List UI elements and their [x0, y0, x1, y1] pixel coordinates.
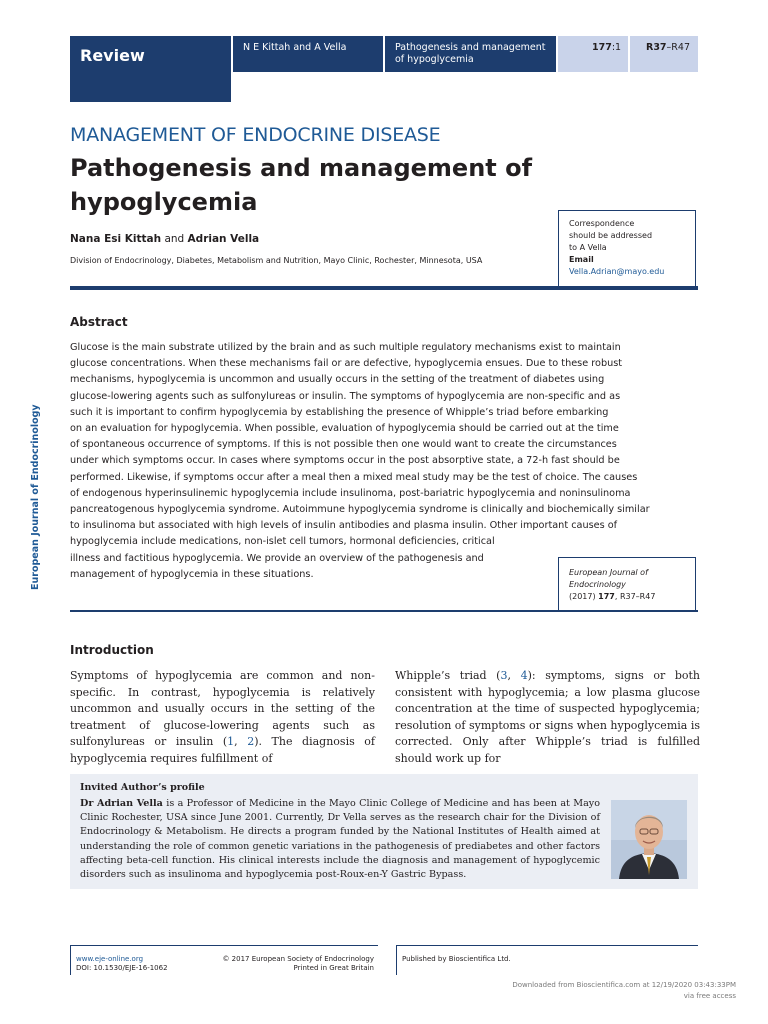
author-2: Adrian Vella: [187, 233, 260, 245]
introduction-heading: Introduction: [70, 643, 154, 657]
volume-number: 177: [592, 42, 612, 53]
article-category: MANAGEMENT OF ENDOCRINE DISEASE: [70, 124, 441, 146]
citation-pages: , R37–R47: [614, 592, 656, 601]
abstract-heading: Abstract: [70, 315, 128, 329]
abstract-divider: [70, 610, 698, 612]
abstract-line: mechanisms, hypoglycemia is uncommon and usually occurs in the setting of the treatment of diabetes using: [70, 374, 605, 386]
side-journal-name: European Journal of Endocrinology: [30, 404, 41, 590]
correspondence-line3: to A Vella: [569, 243, 607, 252]
reference-separator: ,: [234, 735, 248, 749]
abstract-line: of spontaneous occurrence of symptoms. If this is not possible then one would want to create the circumstances: [70, 439, 617, 451]
email-link[interactable]: Vella.Adrian@mayo.edu: [569, 267, 665, 276]
doi: DOI: 10.1530/EJE-16-1062: [76, 964, 168, 972]
affiliation: Division of Endocrinology, Diabetes, Metabolism and Nutrition, Mayo Clinic, Rochester, Minnesota, USA: [70, 256, 483, 265]
abstract-line: illness and factitious hypoglycemia. We provide an overview of the pathogenesis and: [70, 552, 484, 564]
download-stamp: Downloaded from Bioscientifica.com at 12/19/2020 03:43:33PM: [512, 981, 736, 989]
correspondence-text: [569, 218, 693, 278]
access-stamp: via free access: [683, 992, 736, 1000]
running-head-title-line1: Pathogenesis and management: [395, 42, 546, 53]
author-profile-bio: is a Professor of Medicine in the Mayo Clinic College of Medicine and has been at Mayo Clinic Rochester, USA since June 2001. Currently, Dr Vella serves as the research chair for the Division of Endocrinology & Metabolism. He directs a program funded by the National Institutes of Health aimed at understanding the role of common genetic variations in the pathogenesis of prediabetes and other factors affecting beta-cell function. His clinical interests include the diagnosis and management of hypoglycemic disorders such as insulinoma and hypoglycemia post-Roux-en-Y Gastric Bypass.: [80, 798, 600, 881]
abstract-body: [70, 340, 698, 583]
running-head-authors-cell: [233, 36, 383, 72]
author-profile-heading: Invited Author’s profile: [80, 782, 205, 793]
abstract-line: management of hypoglycemia in these situations.: [70, 568, 314, 580]
copyright: © 2017 European Society of Endocrinology: [222, 955, 374, 963]
author-profile-name: Dr Adrian Vella: [80, 798, 163, 809]
citation-journal-line2: Endocrinology: [569, 580, 626, 589]
abstract-line: such it is important to confirm hypoglycemia by establishing the presence of Whipple’s triad before embarking: [70, 406, 609, 418]
printed-in: Printed in Great Britain: [293, 964, 374, 972]
abstract-line: to insulinoma but associated with high levels of insulin antibodies and plasma insulin. Other important causes of: [70, 520, 618, 532]
author-profile-text: [80, 797, 600, 882]
author-join: and: [161, 233, 188, 245]
correspondence-line2: should be addressed: [569, 231, 653, 240]
running-head-title-line2: of hypoglycemia: [395, 54, 474, 65]
page-range: [646, 42, 690, 53]
reference-link[interactable]: 3: [500, 669, 508, 682]
reference-link[interactable]: 4: [520, 669, 528, 682]
reference-separator: ,: [507, 669, 521, 682]
issue-number: :1: [611, 42, 622, 53]
abstract-line: glucose-lowering agents such as sulfonylureas or insulin. The symptoms of hypoglycemia are non-specific and as: [70, 390, 621, 402]
author-1: Nana Esi Kittah: [70, 233, 162, 245]
abstract-line: hypoglycemia include medications, non-islet cell tumors, hormonal deficiencies, critical: [70, 536, 495, 548]
intro-right-text: Whipple’s triad (: [395, 669, 501, 682]
article-title: Pathogenesis and management of hypoglycemia: [70, 154, 533, 216]
portrait-image: [611, 800, 687, 879]
running-head-title: [395, 42, 546, 66]
page-end: –R47: [666, 42, 690, 53]
reference-link[interactable]: 2: [247, 735, 255, 749]
abstract-line: Glucose is the main substrate utilized by the brain and as such multiple regulatory mechanisms exist to maintain: [70, 342, 621, 353]
page-start: R37: [646, 42, 667, 53]
running-head-authors: N E Kittah and A Vella: [243, 42, 347, 53]
introduction-column-right: [395, 668, 700, 768]
journal-url-link[interactable]: www.eje-online.org: [76, 955, 144, 963]
reference-link[interactable]: 1: [227, 735, 235, 749]
publisher: Published by Bioscientifica Ltd.: [402, 955, 511, 963]
intro-left-text-2: ). The diagnosis of hypoglycemia requires fulfillment of: [70, 735, 375, 765]
introduction-column-left: [70, 668, 375, 768]
citation-volume: 177: [598, 592, 615, 601]
email-label: Email: [569, 255, 594, 264]
author-list: [70, 233, 259, 245]
citation-text: [569, 567, 695, 603]
intro-left-text: Symptoms of hypoglycemia are common and non-specific. In contrast, hypoglycemia is relatively uncommon and usually occurs in the setting of the treatment of glucose-lowering agents such as sulfonylureas or insulin (: [70, 669, 375, 749]
abstract-line: on an evaluation for hypoglycemia. When possible, evaluation of hypoglycemia should be carried out at the time: [70, 423, 619, 435]
citation-journal-line1: European Journal of: [569, 568, 648, 577]
volume-issue: [592, 42, 621, 53]
section-label: Review: [80, 46, 145, 65]
title-divider: [70, 286, 698, 290]
volume-cell: [558, 36, 628, 72]
pages-cell: [630, 36, 698, 72]
abstract-line: glucose concentrations. When these mechanisms fail or are defective, hypoglycemia ensues. Due to these robust: [70, 358, 623, 370]
abstract-line: performed. Likewise, if symptoms occur after a meal then a mixed meal study may be the test of choice. The causes: [70, 471, 638, 483]
abstract-line: of endogenous hyperinsulinemic hypoglycemia include insulinoma, post-bariatric hypoglycemia and noninsulinoma: [70, 487, 631, 499]
correspondence-line1: Correspondence: [569, 219, 635, 228]
citation-year: (2017): [569, 592, 599, 601]
intro-right-text-2: ): symptoms, signs or both consistent with hypoglycemia; a low plasma glucose concentration at the time of suspected hypoglycemia; resolution of symptoms or signs when hypoglycemia is corrected. Only after Whipple’s triad is fulfilled should work up for: [395, 669, 700, 765]
abstract-line: under which symptoms occur. In cases where symptoms occur in the post absorptive state, a 72-h fast should be: [70, 455, 620, 467]
author-portrait: [611, 800, 687, 879]
running-head-title-cell: [385, 36, 556, 72]
abstract-line: pancreatogenous hypoglycemia syndrome. Autoimmune hypoglycemia syndrome is clinically and biochemically similar: [70, 504, 650, 516]
